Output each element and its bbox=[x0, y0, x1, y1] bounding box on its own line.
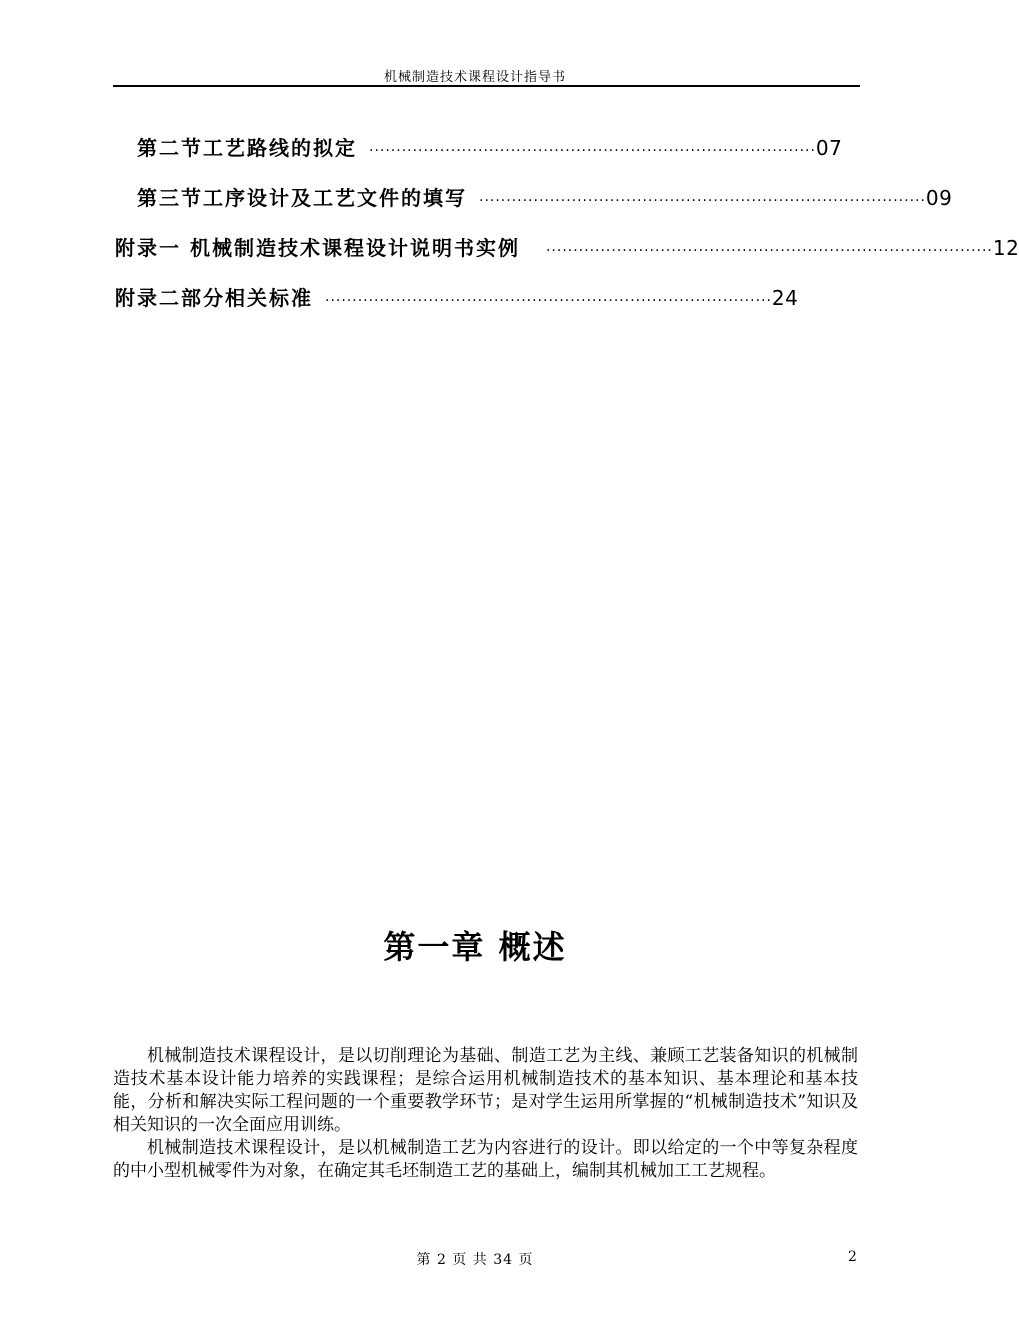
toc-entry-page: 07 bbox=[815, 136, 843, 160]
toc-entry-page: 12 bbox=[992, 236, 1019, 260]
toc-leader-dots: ·················································································· bbox=[325, 293, 772, 309]
chapter-body bbox=[113, 1045, 858, 1183]
page-header-title: 机械制造技术课程设计指导书 bbox=[383, 70, 566, 85]
toc-entry-label: 附录一 机械制造技术课程设计说明书实例 bbox=[115, 236, 520, 260]
header-rule bbox=[113, 85, 860, 87]
body-paragraph: 机械制造技术课程设计，是以机械制造工艺为内容进行的设计。即以给定的一个中等复杂程度的中小型机械零件为对象，在确定其毛坯制造工艺的基础上，编制其机械加工工艺规程。 bbox=[113, 1138, 858, 1181]
toc-leader-dots: ·················································································· bbox=[479, 193, 926, 209]
toc-entry-label: 附录二部分相关标准 bbox=[115, 286, 313, 310]
toc-entry-page: 09 bbox=[925, 186, 953, 210]
toc-entry[interactable] bbox=[137, 132, 843, 161]
toc-entry[interactable] bbox=[137, 182, 953, 211]
page-footer-counter: 第 2 页 共 34 页 bbox=[416, 1252, 534, 1268]
toc-entry-label: 第二节工艺路线的拟定 bbox=[137, 136, 357, 160]
page-footer-number: 2 bbox=[848, 1249, 857, 1265]
toc-entry[interactable] bbox=[115, 232, 1019, 261]
toc-leader-dots: ·················································································· bbox=[545, 243, 993, 259]
body-paragraph: 机械制造技术课程设计，是以切削理论为基础、制造工艺为主线、兼顾工艺装备知识的机械制造技术基本设计能力培养的实践课程；是综合运用机械制造技术的基本知识、基本理论和基本技能，分析和解决实际工程问题的一个重要教学环节；是对学生运用所掌握的“机械制造技术”知识及相关知识的一次全面应用训练。 bbox=[113, 1046, 858, 1135]
toc-leader-dots: ·················································································· bbox=[369, 143, 816, 159]
toc-entry-page: 24 bbox=[771, 286, 799, 310]
chapter-title: 第一章 概述 bbox=[383, 928, 567, 966]
toc-entry[interactable] bbox=[115, 282, 799, 311]
toc-entry-label: 第三节工序设计及工艺文件的填写 bbox=[137, 186, 467, 210]
